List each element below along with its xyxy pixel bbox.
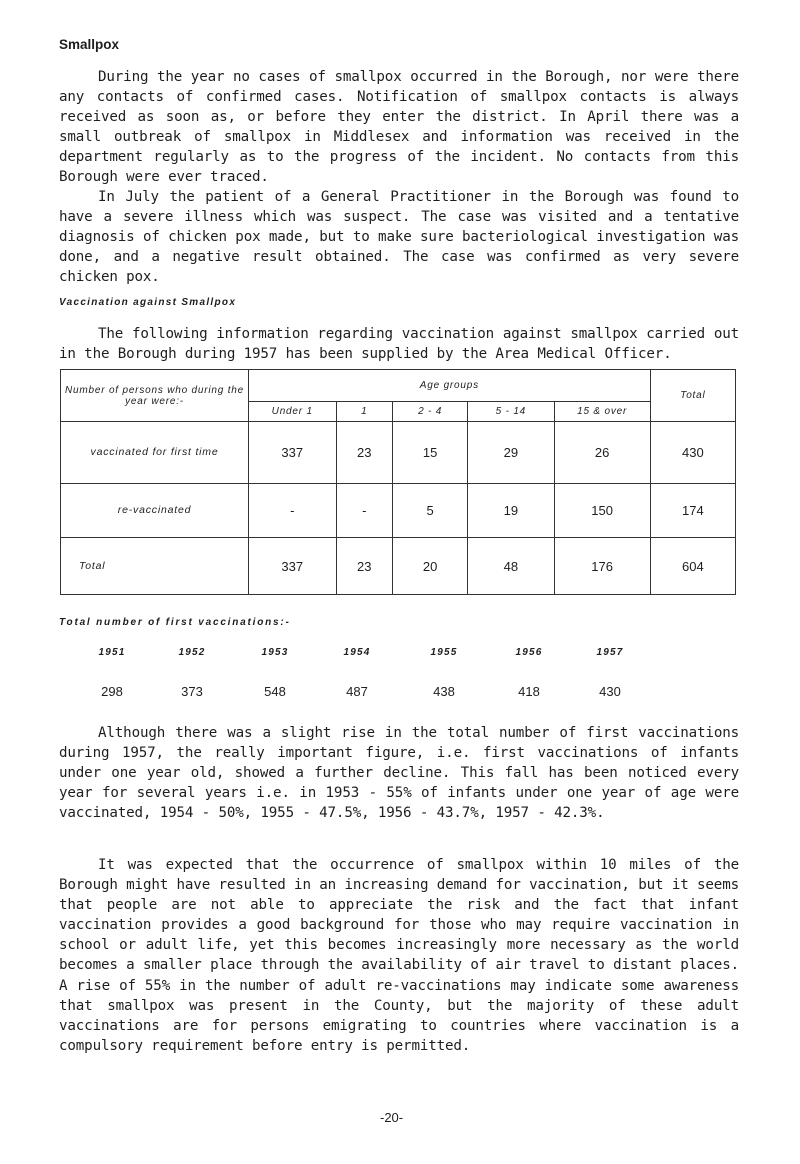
table-cell: - <box>336 483 393 538</box>
table-cell: 337 <box>249 538 336 595</box>
table-row <box>61 538 736 595</box>
year-value: 418 <box>518 684 540 699</box>
table-row <box>61 483 736 538</box>
table-cell-total: 174 <box>650 483 735 538</box>
table-cell: 15 <box>393 422 468 483</box>
page-number: -20- <box>380 1110 404 1125</box>
row-label: Total <box>61 538 249 595</box>
year-value: 373 <box>181 684 203 699</box>
table-cell: 23 <box>336 422 393 483</box>
table-cell: 176 <box>554 538 650 595</box>
vaccination-table <box>60 369 736 595</box>
table-cell: 29 <box>468 422 554 483</box>
table-cell: 337 <box>249 422 336 483</box>
column-header: 1 <box>336 401 393 421</box>
table-cell: - <box>249 483 336 538</box>
table-cell: 19 <box>468 483 554 538</box>
row-label: vaccinated for first time <box>61 422 249 483</box>
paragraph-expectation: It was expected that the occurrence of smallpox within 10 miles of the Borough might have resulted in an increasing demand for vaccination, but it seems that people are not able to appreciate the risk and the fact that infant vaccination provides a good background for those who may require vaccination in school or adult life, yet this becomes increasingly more necessary as the world becomes a smaller place through the availability of air travel to distant places. A rise of 55% in the number of adult re-vaccinations may indicate some awareness that smallpox was present in the County, but the majority of these adult vaccinations are for persons emigrating to countries where vaccination is a compulsory requirement before entry is permitted. <box>59 857 739 1054</box>
paragraph-july-case: In July the patient of a General Practitioner in the Borough was found to have a severe illness which was suspect. The case was visited and a tentative diagnosis of chicken pox made, but to make sure bacteriological investigation was done, and a negative result obtained. The case was confirmed as very severe chicken pox. <box>59 189 739 286</box>
row-label: re-vaccinated <box>61 483 249 538</box>
year-label: 1956 <box>515 647 543 658</box>
paragraph-no-cases: During the year no cases of smallpox occurred in the Borough, nor were there any contacts of confirmed cases. Notification of smallpox contacts is always received as soon as, or before they enter the district. In April there was a small outbreak of smallpox in Middlesex and information was received in the department regularly as to the progress of the incident. No contacts from this Borough were ever traced. <box>59 69 739 186</box>
first-vaccinations-title: Total number of first vaccinations:- <box>59 617 291 628</box>
year-value: 298 <box>101 684 123 699</box>
column-header: 2 - 4 <box>393 401 468 421</box>
column-header: 15 & over <box>554 401 650 421</box>
subheading-vaccination: Vaccination against Smallpox <box>59 297 237 308</box>
year-label: 1954 <box>343 647 371 658</box>
table-row-header: Number of persons who during the year were:- <box>61 370 249 422</box>
column-header: 5 - 14 <box>468 401 554 421</box>
year-label: 1952 <box>178 647 206 658</box>
year-label: 1955 <box>430 647 458 658</box>
table-cell: 20 <box>393 538 468 595</box>
column-header: Under 1 <box>249 401 336 421</box>
year-value: 487 <box>346 684 368 699</box>
table-row <box>61 422 736 483</box>
table-cell-total: 430 <box>650 422 735 483</box>
total-column-header: Total <box>650 370 735 422</box>
table-cell: 150 <box>554 483 650 538</box>
year-value: 430 <box>599 684 621 699</box>
paragraph-table-intro: The following information regarding vaccination against smallpox carried out in the Borough during 1957 has been supplied by the Area Medical Officer. <box>59 326 739 363</box>
table-cell: 23 <box>336 538 393 595</box>
paragraph-decline: Although there was a slight rise in the total number of first vaccinations during 1957, the really important figure, i.e. first vaccinations of infants under one year old, showed a further decline. This fall has been noticed every year for several years i.e. in 1953 - 55% of infants under one year of age were vaccinated, 1954 - 50%, 1955 - 47.5%, 1956 - 43.7%, 1957 - 42.3%. <box>59 725 739 822</box>
year-label: 1951 <box>98 647 126 658</box>
table-cell-total: 604 <box>650 538 735 595</box>
table-cell: 48 <box>468 538 554 595</box>
year-label: 1953 <box>261 647 289 658</box>
year-value: 438 <box>433 684 455 699</box>
first-vaccinations-by-year <box>82 647 682 707</box>
table-cell: 26 <box>554 422 650 483</box>
age-groups-header: Age groups <box>249 370 651 402</box>
year-label: 1957 <box>596 647 624 658</box>
table-cell: 5 <box>393 483 468 538</box>
year-value: 548 <box>264 684 286 699</box>
section-title: Smallpox <box>59 37 120 52</box>
